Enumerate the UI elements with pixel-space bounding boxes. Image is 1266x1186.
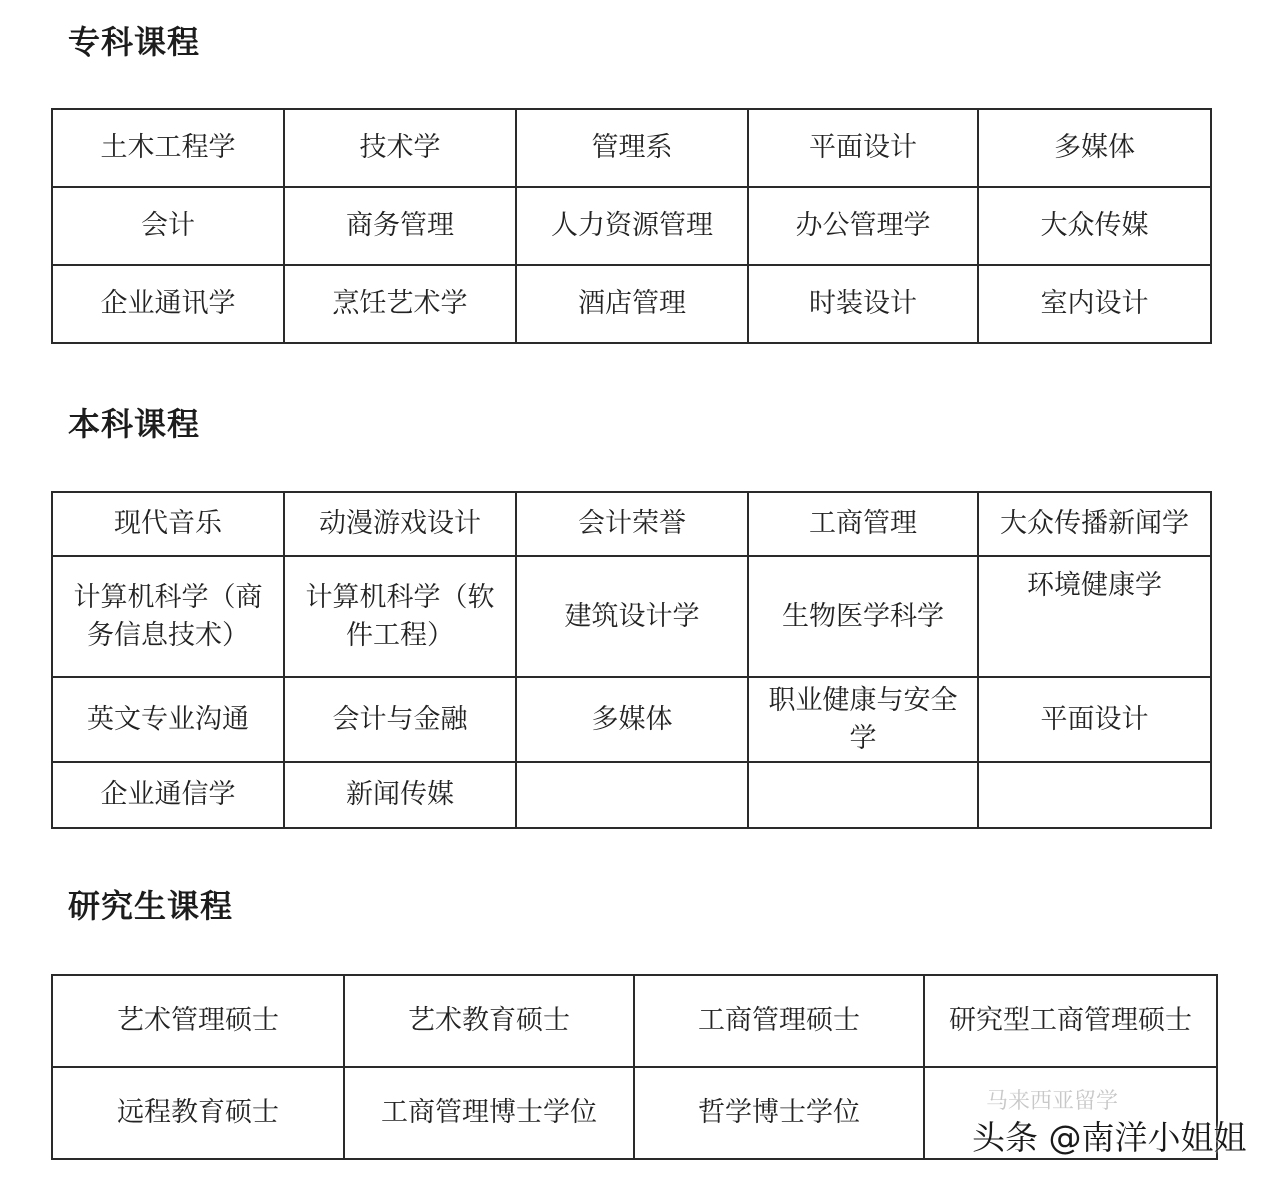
course-cell: 企业通讯学 bbox=[52, 265, 284, 343]
watermark-text: 头条 @南洋小姐姐 bbox=[972, 1118, 1247, 1157]
course-cell: 会计 bbox=[52, 187, 284, 265]
course-cell: 哲学博士学位 bbox=[634, 1067, 924, 1159]
table-row bbox=[52, 677, 1211, 762]
course-cell: 现代音乐 bbox=[52, 492, 284, 556]
empty-cell bbox=[516, 762, 748, 828]
course-cell: 时装设计 bbox=[748, 265, 978, 343]
course-cell: 英文专业沟通 bbox=[52, 677, 284, 762]
course-cell: 新闻传媒 bbox=[284, 762, 516, 828]
course-cell: 多媒体 bbox=[978, 109, 1211, 187]
course-cell: 管理系 bbox=[516, 109, 748, 187]
course-cell: 多媒体 bbox=[516, 677, 748, 762]
course-cell: 动漫游戏设计 bbox=[284, 492, 516, 556]
course-cell: 大众传播新闻学 bbox=[978, 492, 1211, 556]
bachelor-course-table bbox=[51, 491, 1212, 829]
watermark-faint-text: 马来西亚留学 bbox=[986, 1089, 1119, 1114]
section-title-postgraduate: 研究生课程 bbox=[68, 887, 234, 925]
diploma-course-table bbox=[51, 108, 1212, 344]
table-row bbox=[52, 187, 1211, 265]
course-cell: 艺术教育硕士 bbox=[344, 975, 634, 1067]
course-cell: 计算机科学（商务信息技术） bbox=[52, 556, 284, 677]
course-cell: 计算机科学（软件工程） bbox=[284, 556, 516, 677]
course-cell: 平面设计 bbox=[748, 109, 978, 187]
course-cell: 烹饪艺术学 bbox=[284, 265, 516, 343]
course-cell: 酒店管理 bbox=[516, 265, 748, 343]
course-cell: 职业健康与安全学 bbox=[748, 677, 978, 762]
course-cell: 人力资源管理 bbox=[516, 187, 748, 265]
course-cell: 办公管理学 bbox=[748, 187, 978, 265]
course-cell: 企业通信学 bbox=[52, 762, 284, 828]
course-cell: 会计与金融 bbox=[284, 677, 516, 762]
course-cell: 技术学 bbox=[284, 109, 516, 187]
section-title-diploma: 专科课程 bbox=[68, 23, 201, 61]
empty-cell bbox=[978, 762, 1211, 828]
table-row bbox=[52, 265, 1211, 343]
course-cell: 土木工程学 bbox=[52, 109, 284, 187]
table-row bbox=[52, 762, 1211, 828]
course-cell: 平面设计 bbox=[978, 677, 1211, 762]
course-cell: 工商管理博士学位 bbox=[344, 1067, 634, 1159]
section-title-bachelor: 本科课程 bbox=[68, 405, 201, 443]
course-cell: 建筑设计学 bbox=[516, 556, 748, 677]
table-row bbox=[52, 556, 1211, 677]
empty-cell bbox=[748, 762, 978, 828]
course-cell: 生物医学科学 bbox=[748, 556, 978, 677]
table-row bbox=[52, 492, 1211, 556]
course-cell: 远程教育硕士 bbox=[52, 1067, 344, 1159]
course-cell: 大众传媒 bbox=[978, 187, 1211, 265]
table-row bbox=[52, 109, 1211, 187]
course-cell: 室内设计 bbox=[978, 265, 1211, 343]
course-cell: 会计荣誉 bbox=[516, 492, 748, 556]
course-cell: 工商管理 bbox=[748, 492, 978, 556]
course-cell: 研究型工商管理硕士 bbox=[924, 975, 1217, 1067]
table-row bbox=[52, 975, 1217, 1067]
course-cell: 环境健康学 bbox=[978, 556, 1211, 677]
course-cell: 艺术管理硕士 bbox=[52, 975, 344, 1067]
course-cell: 工商管理硕士 bbox=[634, 975, 924, 1067]
course-cell: 商务管理 bbox=[284, 187, 516, 265]
